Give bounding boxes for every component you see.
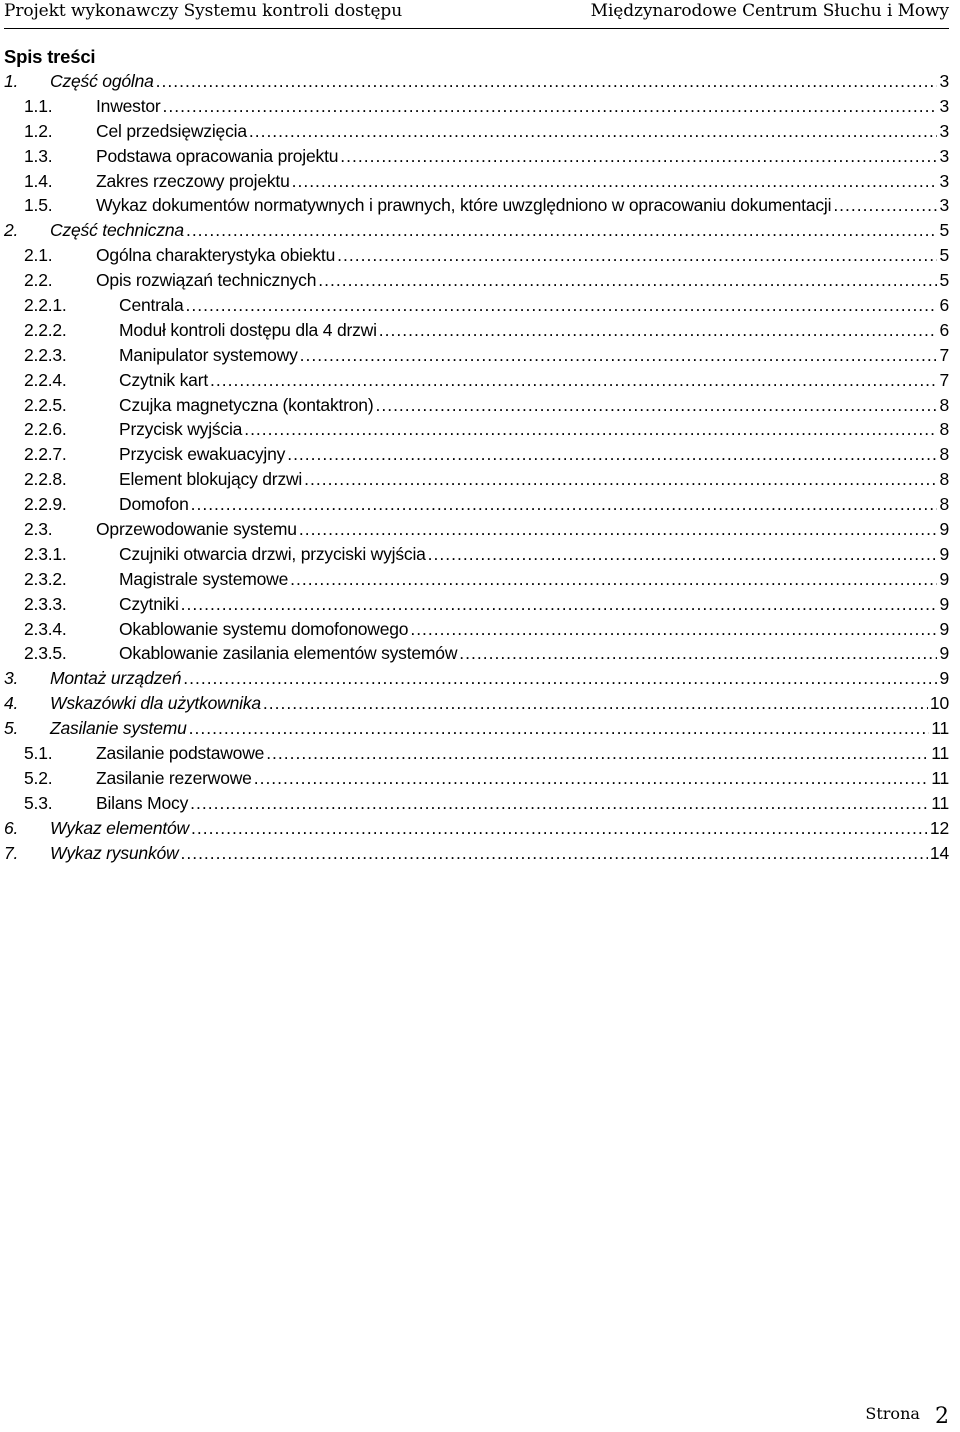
toc-dot-leader	[190, 791, 929, 816]
toc-entry-label: Czujka magnetyczna (kontaktron)	[119, 394, 374, 415]
toc-dot-leader	[318, 268, 937, 293]
toc-entry[interactable]	[4, 69, 949, 94]
toc-dot-leader	[299, 517, 938, 542]
toc-entry[interactable]	[4, 666, 949, 691]
toc-entry-label: Wskazówki dla użytkownika	[50, 693, 261, 714]
toc-entry-page: 6	[939, 295, 949, 316]
toc-entry-label: Przycisk wyjścia	[119, 419, 243, 440]
toc-entry-number: 7.	[4, 842, 19, 863]
toc-entry-label: Przycisk ewakuacyjny	[119, 444, 286, 465]
toc-entry-number: 2.2.7.	[24, 444, 67, 465]
toc-entry-label: Zasilanie podstawowe	[96, 743, 265, 764]
toc-entry-page: 11	[931, 792, 949, 813]
toc-dot-leader	[254, 766, 930, 791]
toc-dot-leader	[833, 193, 937, 218]
toc-entry[interactable]	[4, 368, 949, 393]
toc-entry-page: 11	[931, 767, 949, 788]
toc-entry-number: 2.2.6.	[24, 419, 67, 440]
toc-dot-leader	[290, 567, 937, 592]
toc-entry-number: 2.2.3.	[24, 344, 67, 365]
toc-entry[interactable]	[4, 318, 949, 343]
toc-dot-leader	[156, 69, 938, 94]
toc-entry-page: 9	[939, 519, 949, 540]
toc-entry-label: Podstawa opracowania projektu	[96, 145, 339, 166]
page-header	[4, 0, 949, 29]
toc-entry[interactable]	[4, 542, 949, 567]
toc-entry[interactable]	[4, 343, 949, 368]
toc-entry-number: 6.	[4, 817, 19, 838]
toc-entry-label: Czujniki otwarcia drzwi, przyciski wyjścia	[119, 543, 426, 564]
page-footer	[865, 1404, 949, 1429]
toc-entry-page: 9	[939, 643, 949, 664]
toc-entry[interactable]	[4, 841, 949, 866]
toc-entry[interactable]	[4, 716, 949, 741]
toc-entry[interactable]	[4, 517, 949, 542]
toc-entry-label: Element blokujący drzwi	[119, 469, 303, 490]
toc-entry-label: Okablowanie systemu domofonowego	[119, 618, 409, 639]
toc-entry-number: 2.2.9.	[24, 494, 67, 515]
toc-entry-number: 5.2.	[24, 767, 53, 788]
toc-entry-number: 2.3.3.	[24, 593, 67, 614]
toc-entry-number: 2.3.1.	[24, 543, 67, 564]
toc-dot-leader	[337, 243, 937, 268]
toc-entry-number: 2.1.	[24, 245, 53, 266]
header-document-title: Projekt wykonawczy Systemu kontroli dostępu	[4, 1, 403, 21]
toc-entry-label: Zasilanie rezerwowe	[96, 767, 252, 788]
toc-entry[interactable]	[4, 442, 949, 467]
toc-entry[interactable]	[4, 218, 949, 243]
toc-entry-label: Magistrale systemowe	[119, 568, 289, 589]
toc-entry-number: 1.	[4, 71, 19, 91]
toc-entry-number: 1.3.	[24, 145, 53, 166]
toc-dot-leader	[410, 617, 937, 642]
toc-entry-label: Cel przedsięwzięcia	[96, 120, 247, 141]
toc-entry-number: 5.3.	[24, 792, 53, 813]
toc-dot-leader	[244, 417, 937, 442]
toc-entry-label: Część techniczna	[50, 220, 184, 241]
toc-entry-number: 2.2.4.	[24, 369, 67, 390]
footer-page-number: 2	[935, 1404, 949, 1429]
toc-entry-label: Bilans Mocy	[96, 792, 189, 813]
toc-entry[interactable]	[4, 417, 949, 442]
toc-dot-leader	[183, 666, 937, 691]
toc-entry-label: Zakres rzeczowy projektu	[96, 170, 290, 191]
toc-dot-leader	[249, 119, 938, 144]
toc-entry-page: 11	[931, 743, 949, 764]
toc-dot-leader	[191, 492, 938, 517]
toc-entry-page: 8	[939, 394, 949, 415]
header-institution-name: Międzynarodowe Centrum Słuchu i Mowy	[590, 1, 949, 21]
toc-entry-label: Manipulator systemowy	[119, 344, 298, 365]
toc-entry[interactable]	[4, 741, 949, 766]
toc-entry-label: Czytniki	[119, 593, 179, 614]
toc-entry-page: 8	[939, 419, 949, 440]
toc-entry-page: 8	[939, 494, 949, 515]
toc-entry[interactable]	[4, 816, 949, 841]
toc-entry-number: 2.3.2.	[24, 568, 67, 589]
toc-entry-number: 2.2.8.	[24, 469, 67, 490]
toc-entry-number: 2.	[4, 220, 19, 241]
toc-entry-page: 9	[939, 668, 949, 689]
toc-entry-number: 5.1.	[24, 743, 53, 764]
toc-entry[interactable]	[4, 393, 949, 418]
toc-entry-label: Oprzewodowanie systemu	[96, 519, 297, 540]
toc-dot-leader	[304, 467, 937, 492]
toc-entry-label: Zasilanie systemu	[50, 718, 187, 739]
toc-dot-leader	[287, 442, 937, 467]
toc-dot-leader	[180, 841, 927, 866]
toc-entry-page: 5	[939, 270, 949, 291]
toc-entry[interactable]	[4, 592, 949, 617]
toc-dot-leader	[191, 816, 928, 841]
toc-entry-page: 12	[929, 817, 949, 838]
toc-entry-page: 3	[939, 120, 949, 141]
toc-entry-page: 3	[939, 71, 949, 91]
toc-entry[interactable]	[4, 791, 949, 816]
table-of-contents	[4, 44, 949, 866]
toc-title: Spis treści	[4, 46, 96, 67]
toc-dot-leader	[340, 144, 937, 169]
toc-entry-label: Centrala	[119, 295, 184, 316]
toc-entry-number: 1.4.	[24, 170, 53, 191]
toc-entry-page: 3	[939, 145, 949, 166]
toc-entry-page: 3	[939, 170, 949, 191]
toc-dot-leader	[186, 218, 938, 243]
toc-entry-page: 7	[939, 344, 949, 365]
toc-entry-number: 2.2.	[24, 270, 53, 291]
toc-entry[interactable]	[4, 119, 949, 144]
toc-entry[interactable]	[4, 293, 949, 318]
toc-entry-label: Moduł kontroli dostępu dla 4 drzwi	[119, 319, 377, 340]
toc-entry-number: 1.5.	[24, 195, 53, 216]
toc-entry-page: 9	[939, 593, 949, 614]
toc-entry[interactable]	[4, 492, 949, 517]
toc-entry-page: 5	[939, 220, 949, 241]
toc-entry-number: 4.	[4, 693, 19, 714]
toc-entry[interactable]	[4, 641, 949, 666]
toc-dot-leader	[181, 592, 938, 617]
toc-entry-label: Ogólna charakterystyka obiektu	[96, 245, 336, 266]
toc-entry-label: Okablowanie zasilania elementów systemów	[119, 643, 458, 664]
toc-entry[interactable]	[4, 766, 949, 791]
toc-entry-number: 2.2.1.	[24, 295, 67, 316]
toc-entry[interactable]	[4, 94, 949, 119]
toc-entry-label: Czytnik kart	[119, 369, 209, 390]
toc-entry[interactable]	[4, 617, 949, 642]
toc-entry-label: Opis rozwiązań technicznych	[96, 270, 317, 291]
toc-dot-leader	[428, 542, 938, 567]
toc-entry-page: 9	[939, 618, 949, 639]
toc-entry-page: 8	[939, 444, 949, 465]
toc-entry-number: 2.3.	[24, 519, 53, 540]
toc-entry-number: 2.3.5.	[24, 643, 67, 664]
toc-entry-label: Wykaz rysunków	[50, 842, 179, 863]
footer-page-label: Strona	[865, 1404, 920, 1423]
toc-entry[interactable]	[4, 243, 949, 268]
toc-dot-leader	[186, 293, 938, 318]
toc-entry-number: 3.	[4, 668, 19, 689]
toc-entry-label: Montaż urządzeń	[50, 668, 182, 689]
toc-entry-number: 2.2.5.	[24, 394, 67, 415]
toc-entry-page: 14	[929, 842, 949, 863]
toc-list	[4, 69, 949, 866]
toc-entry[interactable]	[4, 268, 949, 293]
toc-entry-page: 3	[939, 195, 949, 216]
toc-dot-leader	[292, 169, 938, 194]
toc-entry-label: Część ogólna	[50, 71, 154, 91]
toc-entry-page: 11	[931, 718, 949, 739]
toc-entry-number: 2.3.4.	[24, 618, 67, 639]
toc-entry[interactable]	[4, 144, 949, 169]
toc-entry[interactable]	[4, 193, 949, 218]
toc-entry-page: 9	[939, 568, 949, 589]
toc-entry-page: 7	[939, 369, 949, 390]
toc-dot-leader	[189, 716, 930, 741]
toc-entry-number: 1.2.	[24, 120, 53, 141]
toc-entry-page: 5	[939, 245, 949, 266]
toc-dot-leader	[379, 318, 938, 343]
toc-entry[interactable]	[4, 169, 949, 194]
toc-entry-page: 3	[939, 95, 949, 116]
toc-dot-leader	[263, 691, 928, 716]
toc-entry-label: Wykaz elementów	[50, 817, 189, 838]
toc-entry-page: 9	[939, 543, 949, 564]
toc-entry[interactable]	[4, 467, 949, 492]
toc-entry-number: 5.	[4, 718, 19, 739]
toc-entry-page: 10	[929, 693, 949, 714]
toc-dot-leader	[266, 741, 929, 766]
toc-entry-page: 8	[939, 469, 949, 490]
toc-dot-leader	[459, 641, 937, 666]
toc-entry-number: 2.2.2.	[24, 319, 67, 340]
toc-dot-leader	[375, 393, 937, 418]
toc-entry-page: 6	[939, 319, 949, 340]
toc-entry-label: Domofon	[119, 494, 189, 515]
toc-entry[interactable]	[4, 567, 949, 592]
toc-dot-leader	[300, 343, 938, 368]
toc-dot-leader	[210, 368, 937, 393]
toc-entry-number: 1.1.	[24, 95, 53, 116]
toc-entry[interactable]	[4, 691, 949, 716]
toc-dot-leader	[163, 94, 938, 119]
toc-entry-label: Wykaz dokumentów normatywnych i prawnych, które uwzględniono w opracowaniu dokumentacji	[96, 195, 832, 216]
toc-entry-label: Inwestor	[96, 95, 161, 116]
